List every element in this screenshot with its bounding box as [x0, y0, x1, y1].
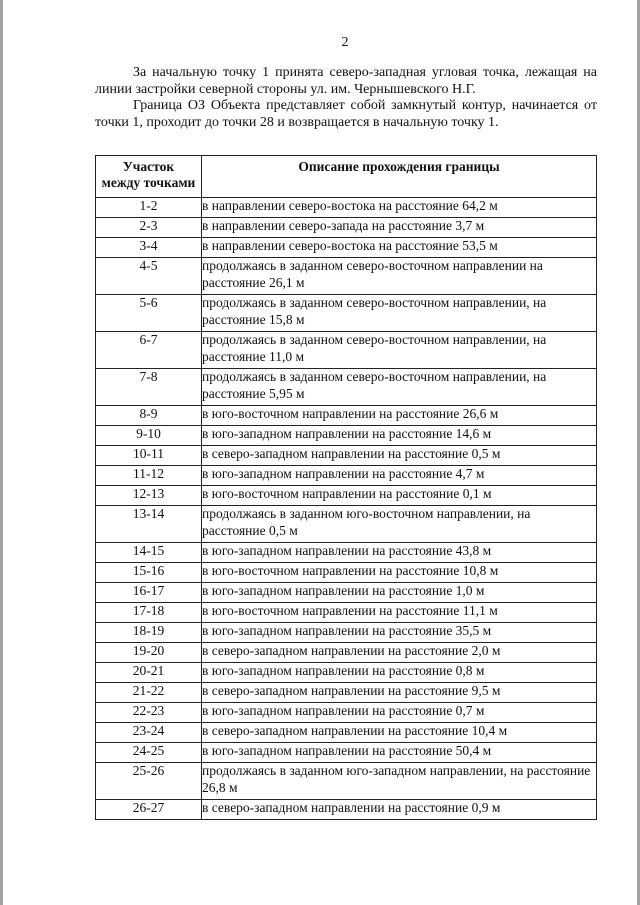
header-segment-line2: между точками: [101, 175, 196, 190]
description-cell: продолжаясь в заданном северо-восточном направлении на расстояние 26,1 м: [202, 258, 597, 295]
table-body: [96, 198, 597, 820]
segment-cell: 5-6: [96, 295, 202, 332]
table-row: [96, 486, 597, 506]
segment-cell: 8-9: [96, 406, 202, 426]
segment-cell: 12-13: [96, 486, 202, 506]
segment-cell: 15-16: [96, 563, 202, 583]
intro-paragraph-contour: Граница ОЗ Объекта представляет собой замкнутый контур, начинается от точки 1, проходит до точки 28 и возвращается в начальную точку 1.: [95, 98, 597, 130]
segment-cell: 6-7: [96, 332, 202, 369]
segment-cell: 7-8: [96, 369, 202, 406]
intro-text: [95, 65, 597, 131]
description-cell: продолжаясь в заданном северо-восточном направлении, на расстояние 15,8 м: [202, 295, 597, 332]
description-cell: в северо-западном направлении на расстояние 0,9 м: [202, 800, 597, 820]
table-row: [96, 258, 597, 295]
segment-cell: 26-27: [96, 800, 202, 820]
segment-cell: 3-4: [96, 238, 202, 258]
segment-cell: 19-20: [96, 643, 202, 663]
segment-cell: 20-21: [96, 663, 202, 683]
table-row: [96, 198, 597, 218]
description-cell: в направлении северо-востока на расстояние 64,2 м: [202, 198, 597, 218]
table-row: [96, 800, 597, 820]
description-cell: в юго-западном направлении на расстояние 0,8 м: [202, 663, 597, 683]
table-row: [96, 406, 597, 426]
description-cell: в направлении северо-запада на расстояние 3,7 м: [202, 218, 597, 238]
intro-paragraph-start-point: За начальную точку 1 принята северо-западная угловая точка, лежащая на линии застройки северной стороны ул. им. Чернышевского Н.Г.: [95, 65, 597, 97]
segment-cell: 10-11: [96, 446, 202, 466]
table-row: [96, 603, 597, 623]
scan-edge-left: [0, 0, 3, 905]
description-cell: в юго-восточном направлении на расстояние 0,1 м: [202, 486, 597, 506]
segment-cell: 17-18: [96, 603, 202, 623]
segment-cell: 23-24: [96, 723, 202, 743]
table-row: [96, 369, 597, 406]
table-header-row: [96, 156, 597, 198]
description-cell: в юго-западном направлении на расстояние 43,8 м: [202, 543, 597, 563]
segment-cell: 22-23: [96, 703, 202, 723]
table-row: [96, 426, 597, 446]
table-row: [96, 446, 597, 466]
segment-cell: 9-10: [96, 426, 202, 446]
table-row: [96, 643, 597, 663]
table-row: [96, 763, 597, 800]
segment-cell: 11-12: [96, 466, 202, 486]
description-cell: в северо-западном направлении на расстояние 2,0 м: [202, 643, 597, 663]
table-row: [96, 238, 597, 258]
description-cell: продолжаясь в заданном северо-восточном направлении, на расстояние 5,95 м: [202, 369, 597, 406]
description-cell: в юго-восточном направлении на расстояние 10,8 м: [202, 563, 597, 583]
segment-cell: 18-19: [96, 623, 202, 643]
description-cell: в юго-западном направлении на расстояние 0,7 м: [202, 703, 597, 723]
table-row: [96, 466, 597, 486]
description-cell: в юго-западном направлении на расстояние 14,6 м: [202, 426, 597, 446]
table-row: [96, 583, 597, 603]
table-row: [96, 563, 597, 583]
table-row: [96, 723, 597, 743]
table-row: [96, 295, 597, 332]
description-cell: в юго-западном направлении на расстояние 50,4 м: [202, 743, 597, 763]
description-cell: в юго-западном направлении на расстояние 1,0 м: [202, 583, 597, 603]
table-row: [96, 683, 597, 703]
table-row: [96, 623, 597, 643]
table-row: [96, 332, 597, 369]
description-cell: в направлении северо-востока на расстояние 53,5 м: [202, 238, 597, 258]
table-row: [96, 663, 597, 683]
boundary-table: [95, 155, 597, 820]
description-cell: продолжаясь в заданном юго-восточном направлении, на расстояние 0,5 м: [202, 506, 597, 543]
description-cell: в юго-западном направлении на расстояние 4,7 м: [202, 466, 597, 486]
segment-cell: 16-17: [96, 583, 202, 603]
table-row: [96, 703, 597, 723]
page-number: 2: [341, 35, 349, 50]
header-description: Описание прохождения границы: [202, 156, 597, 198]
segment-cell: 24-25: [96, 743, 202, 763]
segment-cell: 4-5: [96, 258, 202, 295]
description-cell: в северо-западном направлении на расстояние 9,5 м: [202, 683, 597, 703]
description-cell: продолжаясь в заданном юго-западном направлении, на расстояние 26,8 м: [202, 763, 597, 800]
description-cell: в северо-западном направлении на расстояние 0,5 м: [202, 446, 597, 466]
table-row: [96, 543, 597, 563]
description-cell: в юго-западном направлении на расстояние 35,5 м: [202, 623, 597, 643]
description-cell: продолжаясь в заданном северо-восточном направлении, на расстояние 11,0 м: [202, 332, 597, 369]
header-segment-line1: Участок: [122, 159, 175, 174]
segment-cell: 13-14: [96, 506, 202, 543]
segment-cell: 21-22: [96, 683, 202, 703]
segment-cell: 14-15: [96, 543, 202, 563]
segment-cell: 2-3: [96, 218, 202, 238]
description-cell: в юго-восточном направлении на расстояние 26,6 м: [202, 406, 597, 426]
table-row: [96, 743, 597, 763]
header-segment: [96, 156, 202, 198]
table-row: [96, 218, 597, 238]
table-row: [96, 506, 597, 543]
segment-cell: 1-2: [96, 198, 202, 218]
description-cell: в северо-западном направлении на расстояние 10,4 м: [202, 723, 597, 743]
description-cell: в юго-восточном направлении на расстояние 11,1 м: [202, 603, 597, 623]
segment-cell: 25-26: [96, 763, 202, 800]
